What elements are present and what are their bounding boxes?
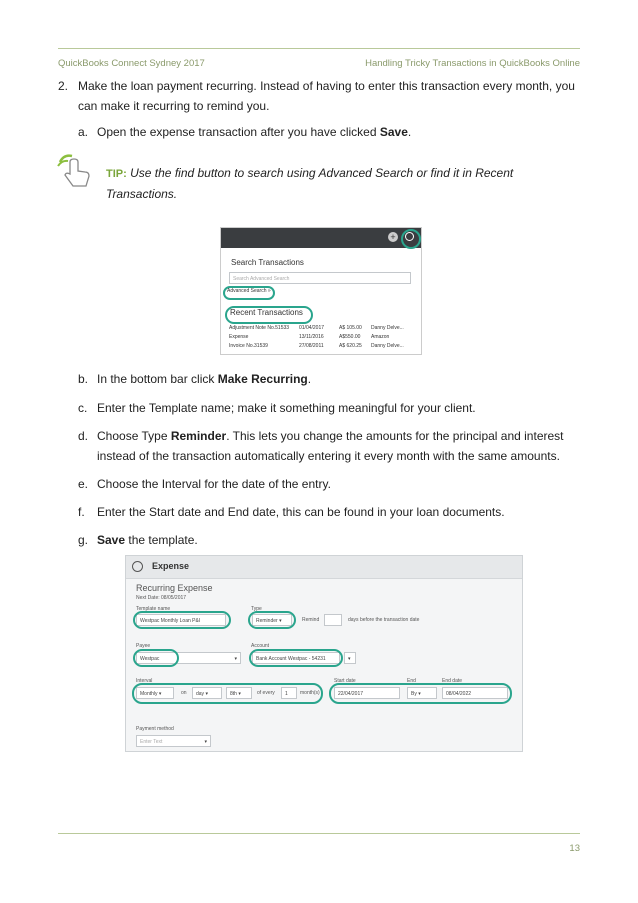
nth-value: 8th	[230, 691, 237, 697]
remind-suffix: days before the transaction date	[348, 617, 420, 623]
sub-a-text	[97, 122, 411, 142]
recent-cell: Danny Delve...	[371, 343, 404, 349]
sub-d-letter: d.	[78, 429, 89, 443]
type-select[interactable]: Reminder ▾	[252, 614, 292, 626]
advanced-search-link[interactable]: Advanced Search »	[227, 288, 271, 294]
sub-e-text: Choose the Interval for the date of the entry.	[97, 477, 331, 491]
sub-a-letter: a.	[78, 125, 89, 139]
tip-text: Use the find button to search using Advanced Search or find it in Recent	[130, 166, 514, 180]
recent-cell: A$ 620.25	[339, 343, 362, 349]
end-date-label: End date	[442, 678, 463, 684]
recent-cell: 13/11/2016	[299, 334, 324, 340]
sub-e-letter: e.	[78, 477, 89, 491]
step-2-text	[78, 76, 588, 116]
recurring-icon	[132, 561, 143, 572]
template-highlight	[133, 611, 231, 629]
months-label: month(s)	[300, 690, 320, 696]
sub-b-label: In the bottom bar click	[97, 372, 218, 386]
step-2-line1: Make the loan payment recurring. Instead of having to enter this transaction every month, you	[78, 79, 575, 93]
type-highlight	[248, 611, 296, 629]
template-label: Template name	[136, 606, 171, 612]
start-date-input[interactable]: 22/04/2017	[334, 687, 400, 699]
payee-value: Westpac	[140, 656, 160, 662]
sub-d-rest: . This lets you change the amounts for the principal and interest	[226, 429, 564, 443]
plus-icon[interactable]: +	[388, 232, 398, 242]
tip-line2: Transactions.	[106, 187, 178, 201]
search-input[interactable]: Search Advanced Search	[229, 272, 411, 284]
sub-d-line2: instead of the transaction automatically entering it every month with the same amounts.	[97, 449, 560, 463]
tip-line1	[106, 163, 513, 184]
payment-method-select[interactable]	[136, 735, 211, 747]
sub-c-letter: c.	[78, 401, 88, 415]
recent-cell[interactable]: Invoice No.31539	[229, 343, 268, 349]
expense-title: Expense	[152, 561, 190, 571]
sub-d-line1	[97, 426, 587, 446]
recurring-heading: Recurring Expense	[136, 583, 213, 593]
dates-highlight	[329, 683, 512, 704]
header-left: QuickBooks Connect Sydney 2017	[58, 58, 205, 69]
interval-highlight	[132, 683, 323, 704]
payment-method-value: Enter Text	[140, 739, 163, 745]
sub-d-label: Choose Type	[97, 429, 171, 443]
recent-cell: Amazon	[371, 334, 390, 340]
next-date: Next Date: 08/05/2017	[136, 595, 187, 601]
account-select[interactable]: Bank Account Westpac - 54231	[252, 652, 340, 664]
account-dropdown[interactable]: ▾	[344, 652, 356, 664]
interval-value: Monthly	[140, 691, 158, 697]
sub-b-text	[97, 369, 311, 389]
sub-g-letter: g.	[78, 533, 89, 547]
on-label: on	[181, 690, 187, 696]
sub-g-text	[97, 530, 198, 550]
chevron-down-icon: ▾	[234, 656, 237, 662]
search-title: Search Transactions	[231, 258, 304, 267]
recent-title: Recent Transactions	[230, 308, 303, 317]
end-value: By	[411, 691, 417, 697]
sub-a-end: .	[407, 125, 412, 139]
search-screenshot	[220, 227, 422, 355]
footer-rule	[58, 833, 580, 834]
payee-highlight	[133, 649, 179, 667]
recent-cell: A$ 105.00	[339, 325, 362, 331]
tip-label: TIP:	[106, 168, 127, 180]
recent-cell: Danny Delve...	[371, 325, 404, 331]
chevron-down-icon: ▾	[204, 739, 207, 745]
sub-b-letter: b.	[78, 372, 89, 386]
sub-f-text: Enter the Start date and End date, this can be found in your loan documents.	[97, 505, 505, 519]
search-icon[interactable]	[405, 232, 414, 241]
type-value: Reminder	[256, 618, 278, 624]
day-select[interactable]: day ▾	[192, 687, 222, 699]
nth-select[interactable]: 8th ▾	[226, 687, 252, 699]
sub-g-bold: Save	[97, 533, 126, 547]
sub-g-label: the template.	[125, 533, 198, 547]
recent-cell[interactable]: Adjustment Note No.51533	[229, 325, 290, 331]
sub-c-text: Enter the Template name; make it something meaningful for your client.	[97, 401, 476, 415]
recent-cell: 27/08/2011	[299, 343, 324, 349]
sub-d-text	[97, 426, 587, 466]
remind-days-input[interactable]	[324, 614, 342, 626]
account-highlight	[249, 649, 343, 667]
recent-cell[interactable]: Expense	[229, 334, 249, 340]
header-right: Handling Tricky Transactions in QuickBooks Online	[365, 58, 580, 69]
payee-label: Payee	[136, 643, 151, 649]
header-rule	[58, 48, 580, 49]
sub-a-bold: Save	[379, 125, 408, 139]
end-label: End	[407, 678, 416, 684]
of-every-label: of every	[257, 690, 275, 696]
sub-f-letter: f.	[78, 505, 85, 519]
sub-b-bold: Make Recurring	[217, 372, 308, 386]
page-number: 13	[569, 843, 580, 854]
hand-pointer-icon	[56, 150, 94, 190]
sub-d-bold: Reminder	[170, 429, 227, 443]
end-date-input[interactable]: 08/04/2022	[442, 687, 508, 699]
step-number: 2.	[58, 79, 69, 93]
end-select[interactable]: By ▾	[407, 687, 437, 699]
expense-title-bar	[126, 556, 522, 579]
every-input[interactable]: 1	[281, 687, 297, 699]
sub-b-end: .	[307, 372, 312, 386]
template-name-input[interactable]: Westpac Monthly Loan P&I	[136, 614, 226, 626]
type-label: Type	[251, 606, 262, 612]
account-label: Account	[251, 643, 270, 649]
remind-label: Remind	[302, 617, 320, 623]
recurring-expense-screenshot	[125, 555, 523, 752]
recent-cell: A$550.00	[339, 334, 361, 340]
recent-cell: 01/04/2017	[299, 325, 325, 331]
start-date-label: Start date	[334, 678, 356, 684]
day-value: day	[196, 691, 205, 697]
interval-select[interactable]: Monthly ▾	[136, 687, 174, 699]
interval-label: Interval	[136, 678, 153, 684]
sub-a-label: Open the expense transaction after you have clicked	[97, 125, 380, 139]
step-2-line2: can make it recurring to remind you.	[78, 99, 270, 113]
payment-method-label: Payment method	[136, 726, 174, 732]
